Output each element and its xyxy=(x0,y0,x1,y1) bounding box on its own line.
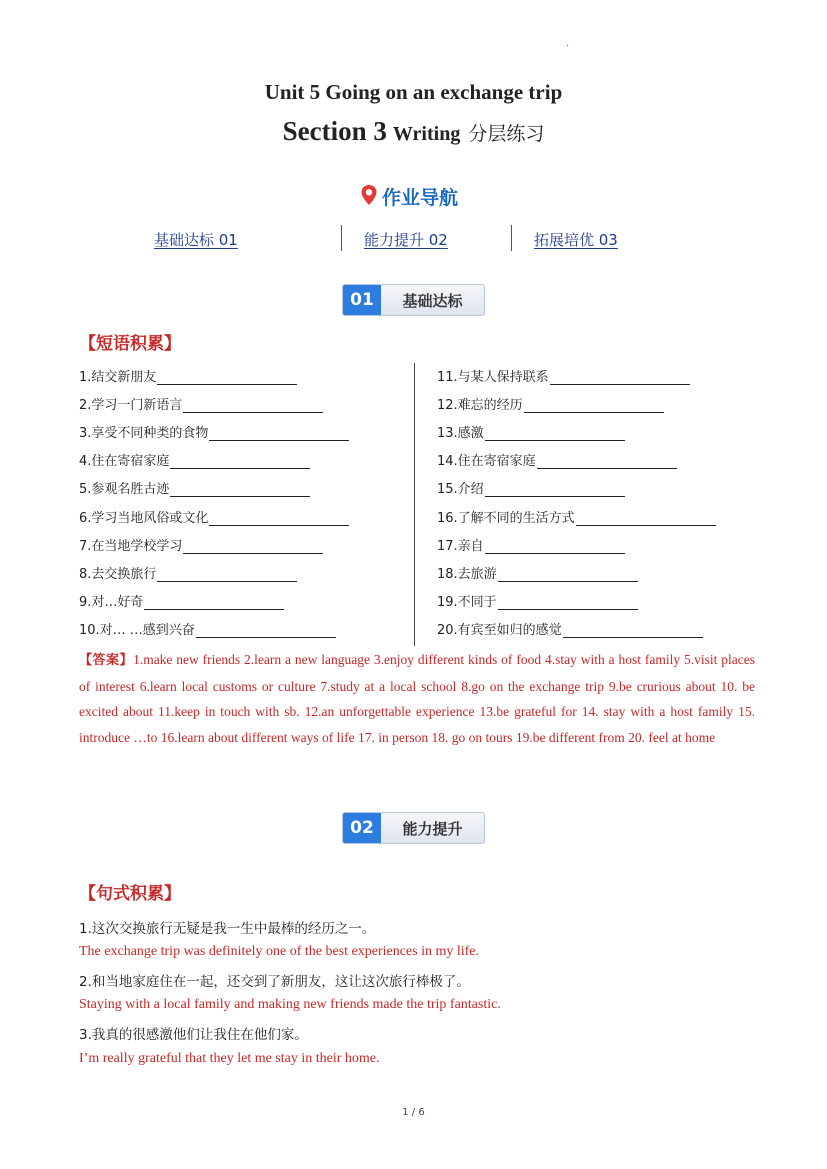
phrase-item: 10.对… …感到兴奋 xyxy=(79,619,336,638)
section-cn-label: 分层练习 xyxy=(468,123,545,145)
section-title xyxy=(0,116,827,147)
phrase-item: 7.在当地学校学习 xyxy=(79,535,323,554)
phrase-item: 9.对…好奇 xyxy=(79,591,284,610)
writing-label: Writing xyxy=(392,123,461,145)
answer-blank[interactable] xyxy=(157,567,297,582)
phrase-item: 4.住在寄宿家庭 xyxy=(79,450,310,469)
nav-divider xyxy=(511,225,512,251)
phrase-item: 18.去旅游 xyxy=(437,563,638,582)
section-label: Section 3 xyxy=(282,116,387,146)
sentence-en: The exchange trip was definitely one of the best experiences in my life. xyxy=(79,944,480,959)
answer-blank[interactable] xyxy=(183,539,323,554)
sentence-en: Staying with a local family and making new friends made the trip fantastic. xyxy=(79,997,501,1012)
phrase-item: 6.学习当地风俗或文化 xyxy=(79,507,349,526)
answer-blank[interactable] xyxy=(144,595,284,610)
phrase-item: 3.享受不同种类的食物 xyxy=(79,422,349,441)
sentence-cn: 3.我真的很感激他们让我住在他们家。 xyxy=(79,1027,308,1043)
phrase-item: 8.去交换旅行 xyxy=(79,563,297,582)
sentence-cn: 1.这次交换旅行无疑是我一生中最棒的经历之一。 xyxy=(79,921,376,937)
phrase-item: 2.学习一门新语言 xyxy=(79,394,323,413)
answer-blank[interactable] xyxy=(485,482,625,497)
answer-blank[interactable] xyxy=(524,398,664,413)
answer-blank[interactable] xyxy=(157,370,297,385)
phrase-item: 13.感激 xyxy=(437,422,625,441)
phrase-item: 1.结交新朋友 xyxy=(79,366,297,385)
answer-blank[interactable] xyxy=(576,511,716,526)
answer-block xyxy=(79,647,755,751)
answer-blank[interactable] xyxy=(196,623,336,638)
top-dot: . xyxy=(566,38,570,49)
nav-link-basic[interactable]: 基础达标 01 xyxy=(154,231,238,249)
location-pin-icon xyxy=(360,184,378,210)
column-divider xyxy=(414,363,415,646)
answer-blank[interactable] xyxy=(563,623,703,638)
page-number: 1 / 6 xyxy=(402,1107,425,1118)
answer-blank[interactable] xyxy=(209,426,349,441)
answer-blank[interactable] xyxy=(550,370,690,385)
answer-key-label: 【答案】 xyxy=(79,653,134,668)
phrase-item: 15.介绍 xyxy=(437,478,625,497)
answer-blank[interactable] xyxy=(498,567,638,582)
nav-divider xyxy=(341,225,342,251)
badge-label: 能力提升 xyxy=(402,819,463,838)
answer-blank[interactable] xyxy=(485,426,625,441)
sentence-en: I’m really grateful that they let me stay in their home. xyxy=(79,1051,380,1066)
nav-heading xyxy=(360,183,458,210)
section-badge-02 xyxy=(342,812,485,844)
answer-blank[interactable] xyxy=(170,482,310,497)
answer-blank[interactable] xyxy=(498,595,638,610)
phrase-item: 20.有宾至如归的感觉 xyxy=(437,619,703,638)
answer-text: 1.make new friends 2.learn a new language 3.enjoy different kinds of food 4.stay with a host family 5.visit places of interest 6.learn local customs or culture 7.study at a local school 8.go on the exchange trip 9.be crurious about 10. be excited about 11.keep in touch with sb. 12.an unforgettable experience 13.be grateful for 14. stay with a host family 15. introduce …to 16.learn about different ways of life 17. in person 18. go on tours 19.be different from 20. feel at home xyxy=(79,652,755,746)
phrase-heading: 【短语积累】 xyxy=(79,334,181,354)
answer-blank[interactable] xyxy=(170,454,310,469)
badge-number: 02 xyxy=(343,813,381,843)
phrase-item: 17.亲自 xyxy=(437,535,625,554)
section-badge-01 xyxy=(342,284,485,316)
answer-blank[interactable] xyxy=(537,454,677,469)
nav-heading-text: 作业导航 xyxy=(382,187,459,209)
unit-title: Unit 5 Going on an exchange trip xyxy=(264,80,563,104)
answer-blank[interactable] xyxy=(485,539,625,554)
sentence-heading: 【句式积累】 xyxy=(79,884,181,904)
phrase-item: 5.参观名胜古迹 xyxy=(79,478,310,497)
badge-number: 01 xyxy=(343,285,381,315)
answer-blank[interactable] xyxy=(183,398,323,413)
sentence-cn: 2.和当地家庭住在一起，还交到了新朋友，这让这次旅行棒极了。 xyxy=(79,974,470,990)
phrase-item: 11.与某人保持联系 xyxy=(437,366,690,385)
answer-blank[interactable] xyxy=(209,511,349,526)
phrase-item: 14.住在寄宿家庭 xyxy=(437,450,677,469)
nav-link-ability[interactable]: 能力提升 02 xyxy=(364,231,448,249)
nav-link-extend[interactable]: 拓展培优 03 xyxy=(534,231,618,249)
badge-label: 基础达标 xyxy=(402,291,463,310)
phrase-item: 16.了解不同的生活方式 xyxy=(437,507,716,526)
phrase-item: 12.难忘的经历 xyxy=(437,394,664,413)
phrase-item: 19.不同于 xyxy=(437,591,638,610)
